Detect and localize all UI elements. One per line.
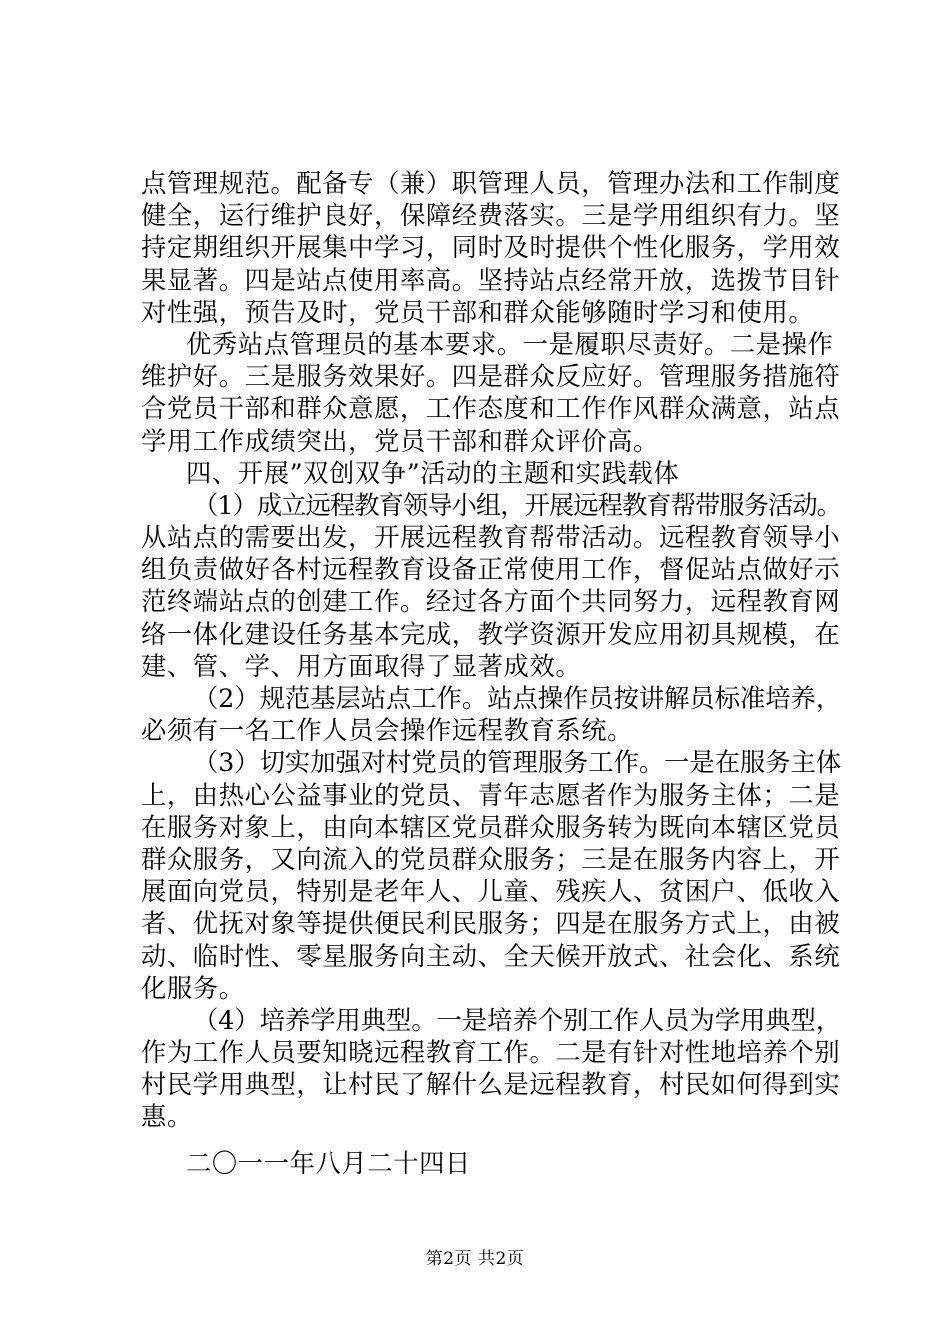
text-line: 必须有一名工作人员会操作远程教育系统。 (141, 716, 634, 746)
paragraph-start-line: （1）成立远程教育领导小组，开展远程教育帮带服务活动。 (193, 490, 842, 520)
paragraph-start-line: 优秀站点管理员的基本要求。一是履职尽责好。二是操作 (186, 329, 834, 359)
paragraph-start-line: （3）切实加强对村党员的管理服务工作。一是在服务主体 (193, 748, 842, 778)
page-number-footer: 第2页 共2页 (425, 1249, 525, 1269)
document-date: 二〇一一年八月二十四日 (186, 1148, 471, 1178)
section-heading: 四、开展”双创双争”活动的主题和实践载体 (186, 458, 680, 488)
text-line: 上，由热心公益事业的党员、青年志愿者作为服务主体；二是 (141, 780, 841, 810)
text-line: 健全，运行维护良好，保障经费落实。三是学用组织有力。坚 (141, 201, 841, 231)
paragraph-start-line: （2）规范基层站点工作。站点操作员按讲解员标准培养， (193, 684, 842, 713)
text-line: 建、管、学、用方面取得了显著成效。 (141, 651, 582, 681)
text-line: 络一体化建设任务基本完成，教学资源开发应用初具规模，在 (141, 619, 841, 649)
text-line: 从站点的需要出发，开展远程教育帮带活动。远程教育领导小 (141, 523, 841, 553)
text-line: 学用工作成绩突出，党员干部和群众评价高。 (141, 426, 659, 456)
text-line: 点管理规范。配备专（兼）职管理人员，管理办法和工作制度 (141, 169, 841, 198)
text-line: 村民学用典型，让村民了解什么是远程教育，村民如何得到实 (141, 1070, 841, 1100)
text-line: 范终端站点的创建工作。经过各方面个共同努力，远程教育网 (141, 587, 841, 617)
document-body (141, 168, 841, 1180)
text-line: 作为工作人员要知晓远程教育工作。二是有针对性地培养个别 (141, 1038, 841, 1068)
paragraph-start-line: （4）培养学用典型。一是培养个别工作人员为学用典型， (193, 1005, 842, 1035)
text-line: 惠。 (141, 1102, 193, 1132)
text-line: 者、优抚对象等提供便民利民服务；四是在服务方式上，由被 (141, 909, 841, 939)
text-line: 维护好。三是服务效果好。四是群众反应好。管理服务措施符 (141, 362, 841, 392)
text-line: 对性强，预告及时，党员干部和群众能够随时学习和使用。 (141, 297, 815, 327)
text-line: 动、临时性、零星服务向主动、全天候开放式、社会化、系统 (141, 941, 841, 971)
text-line: 展面向党员，特别是老年人、儿童、残疾人、贫困户、低收入 (141, 877, 841, 907)
text-line: 化服务。 (141, 973, 245, 1003)
text-line: 群众服务，又向流入的党员群众服务；三是在服务内容上，开 (141, 844, 841, 874)
text-line: 持定期组织开展集中学习，同时及时提供个性化服务，学用效 (141, 233, 841, 263)
text-line: 在服务对象上，由向本辖区党员群众服务转为既向本辖区党员 (141, 812, 841, 842)
text-line: 果显著。四是站点使用率高。坚持站点经常开放，选拨节目针 (141, 265, 841, 295)
text-line: 组负责做好各村远程教育设备正常使用工作，督促站点做好示 (141, 555, 841, 585)
text-line: 合党员干部和群众意愿，工作态度和工作作风群众满意，站点 (141, 394, 841, 424)
